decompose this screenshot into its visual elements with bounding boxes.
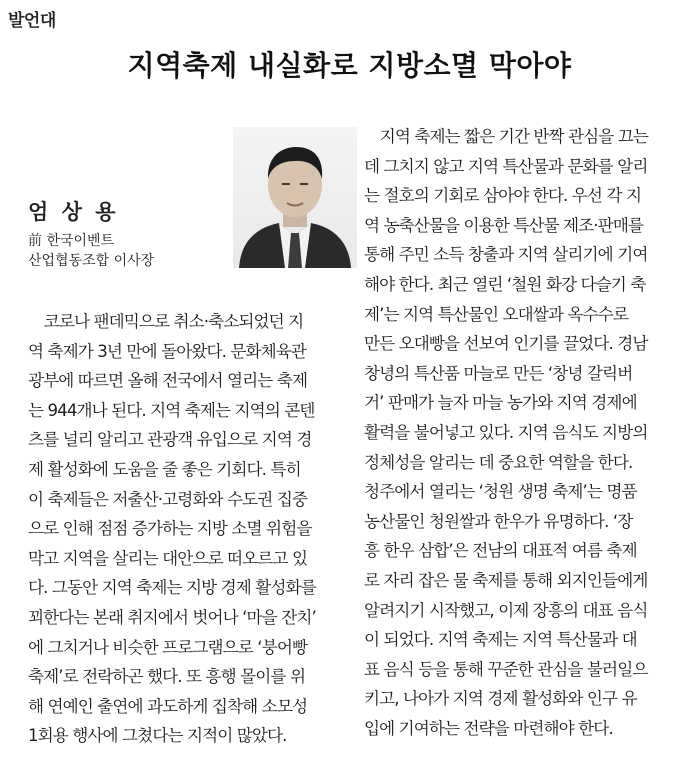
body-text-line: 키고, 나아가 지역 경제 활성화와 인구 유 <box>364 689 637 709</box>
body-text-line: 거’ 판매가 늘자 마늘 농가와 지역 경제에 <box>364 393 637 413</box>
body-text-line: 입에 기여하는 전략을 마련해야 한다. <box>364 718 613 738</box>
body-text-line: 츠를 널리 알리고 관광객 유입으로 지역 경 <box>28 430 312 450</box>
body-text-line: 해 연예인 출연에 과도하게 집착해 소모성 <box>28 696 308 716</box>
body-text-line: 농산물인 청원쌀과 한우가 유명하다. ‘장 <box>364 511 633 531</box>
body-text-line: 는 944개나 된다. 지역 축제는 지역의 콘텐 <box>28 400 315 420</box>
body-text-line: 정체성을 알리는 데 중요한 역할을 한다. <box>364 452 633 472</box>
author-role-line: 산업협동조합 이사장 <box>28 253 155 269</box>
body-text-line: 는 절호의 기회로 삼아야 한다. 우선 각 지 <box>364 186 642 206</box>
body-text-line: 지역 축제는 짧은 기간 반짝 관심을 끄는 <box>364 127 649 146</box>
body-text-line: 에 그치거나 비슷한 프로그램으로 ‘붕어빵 <box>28 637 308 657</box>
body-text-line: 으로 인해 점점 증가하는 지방 소멸 위험을 <box>28 519 312 539</box>
author-name: 엄 상 용 <box>28 199 116 224</box>
author-role-line: 前 한국이벤트 <box>28 233 115 249</box>
body-text-line: 활력을 불어넣고 있다. 지역 음식도 지방의 <box>364 422 648 442</box>
body-text-line: 알려지기 시작했고, 이제 장흥의 대표 음식 <box>364 600 648 620</box>
body-text-line: 이 되었다. 지역 축제는 지역 특산물과 대 <box>364 630 637 650</box>
body-text-line: 창녕의 특산품 마늘로 만든 ‘창녕 갈릭버 <box>364 363 633 383</box>
body-text-line: 해야 한다. 최근 열린 ‘철원 화강 다슬기 축 <box>364 274 646 294</box>
section-label: 발언대 <box>8 11 56 31</box>
body-text-line: 축제’로 전락하곤 했다. 또 흥행 몰이를 위 <box>28 667 306 687</box>
body-text-line: 데 그치지 않고 지역 특산물과 문화를 알리 <box>364 156 648 176</box>
body-text-line: 제’는 지역 특산물인 오대쌀과 옥수수로 <box>364 304 628 324</box>
body-text-line: 흥 한우 삼합’은 전남의 대표적 여름 축제 <box>364 541 637 561</box>
body-text-line: 통해 주민 소득 창출과 지역 살리기에 기여 <box>364 245 648 265</box>
body-text-line: 막고 지역을 살리는 대안으로 떠오르고 있 <box>28 548 308 568</box>
body-text-line: 로 자리 잡은 물 축제를 통해 외지인들에게 <box>364 570 648 590</box>
body-column-right <box>364 122 689 743</box>
body-text-line: 청주에서 열리는 ‘청원 생명 축제’는 명품 <box>364 482 637 502</box>
body-text-line: 만든 오대빵을 선보여 인기를 끌었다. 경남 <box>364 334 648 354</box>
body-column-left <box>28 307 353 751</box>
body-text-line: 광부에 따르면 올해 전국에서 열리는 축제 <box>28 371 308 391</box>
author-role <box>28 231 154 271</box>
body-text-line: 역 농축산물을 이용한 특산물 제조·판매를 <box>364 215 644 235</box>
body-text-line: 제 활성화에 도움을 줄 좋은 기회다. 특히 <box>28 459 301 479</box>
body-text-line: 이 축제들은 저출산·고령화와 수도권 집중 <box>28 489 308 509</box>
body-text-line: 역 축제가 3년 만에 돌아왔다. 문화체육관 <box>28 341 306 361</box>
body-text-line: 다. 그동안 지역 축제는 지방 경제 활성화를 <box>28 578 316 598</box>
body-text-line: 코로나 팬데믹으로 취소·축소되었던 지 <box>28 312 304 331</box>
author-photo <box>233 127 357 268</box>
article-title: 지역축제 내실화로 지방소멸 막아야 <box>127 49 572 82</box>
body-text-line: 1회용 행사에 그쳤다는 지적이 많았다. <box>28 726 287 746</box>
body-text-line: 표 음식 등을 통해 꾸준한 관심을 불러일으 <box>364 659 648 679</box>
body-text-line: 꾀한다는 본래 취지에서 벗어나 ‘마을 잔치’ <box>28 607 316 627</box>
